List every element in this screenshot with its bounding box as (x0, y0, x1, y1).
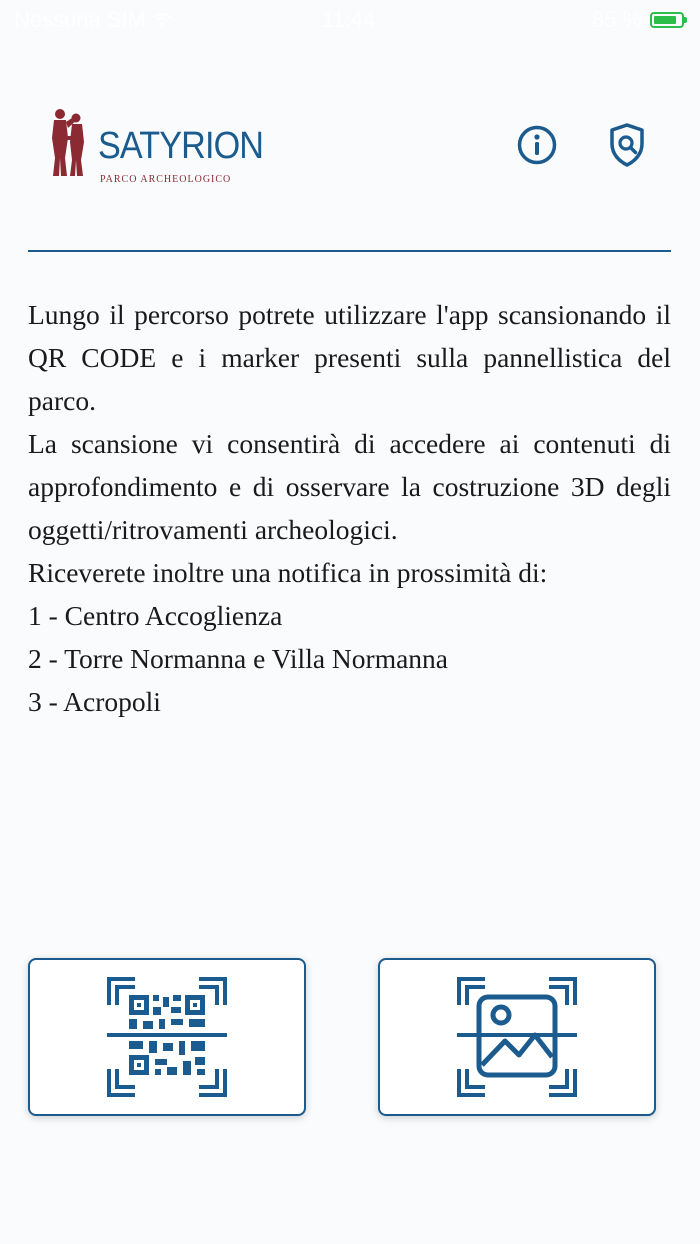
status-time: 11:44 (322, 7, 376, 32)
intro-text (28, 293, 671, 723)
info-button[interactable] (512, 120, 562, 170)
shield-search-icon (607, 122, 647, 168)
battery-fill (654, 16, 676, 24)
battery-percent: 85 % (591, 7, 642, 32)
app-header (0, 100, 700, 190)
logo-subtitle: PARCO ARCHEOLOGICO (100, 174, 232, 185)
scan-qr-button[interactable] (28, 958, 306, 1116)
status-bar (0, 0, 700, 40)
location-list (28, 594, 671, 723)
intro-paragraph-2: La scansione vi consentirà di accedere ai contenuti di approfondimento e di osservare la costruzione 3D degli oggetti/ritrovamenti archeologici. (28, 428, 671, 545)
location-item: 1 - Centro Accoglienza (28, 600, 283, 631)
location-item: 3 - Acropoli (28, 686, 161, 717)
qr-code-scan-icon (105, 975, 229, 1099)
battery-status (592, 7, 684, 33)
wifi-icon (152, 12, 172, 28)
intro-paragraph-3: Riceverete inoltre una notifica in prossimità di: (28, 557, 548, 588)
carrier-info (14, 7, 172, 33)
logo-title: SATYRION (98, 125, 264, 167)
battery-icon (650, 12, 684, 28)
image-scan-icon (455, 975, 579, 1099)
scan-image-button[interactable] (378, 958, 656, 1116)
satyrion-logo (46, 108, 264, 185)
header-divider (28, 250, 671, 252)
info-circle-icon (516, 124, 558, 166)
intro-paragraph-1: Lungo il percorso potrete utilizzare l'app scansionando il QR CODE e i marker presenti sulla pannellistica del parco. (28, 299, 671, 416)
location-item: 2 - Torre Normanna e Villa Normanna (28, 643, 448, 674)
privacy-button[interactable] (602, 120, 652, 170)
satyr-statue-icon (46, 108, 90, 178)
carrier-label: Nessuna SIM (14, 7, 147, 32)
